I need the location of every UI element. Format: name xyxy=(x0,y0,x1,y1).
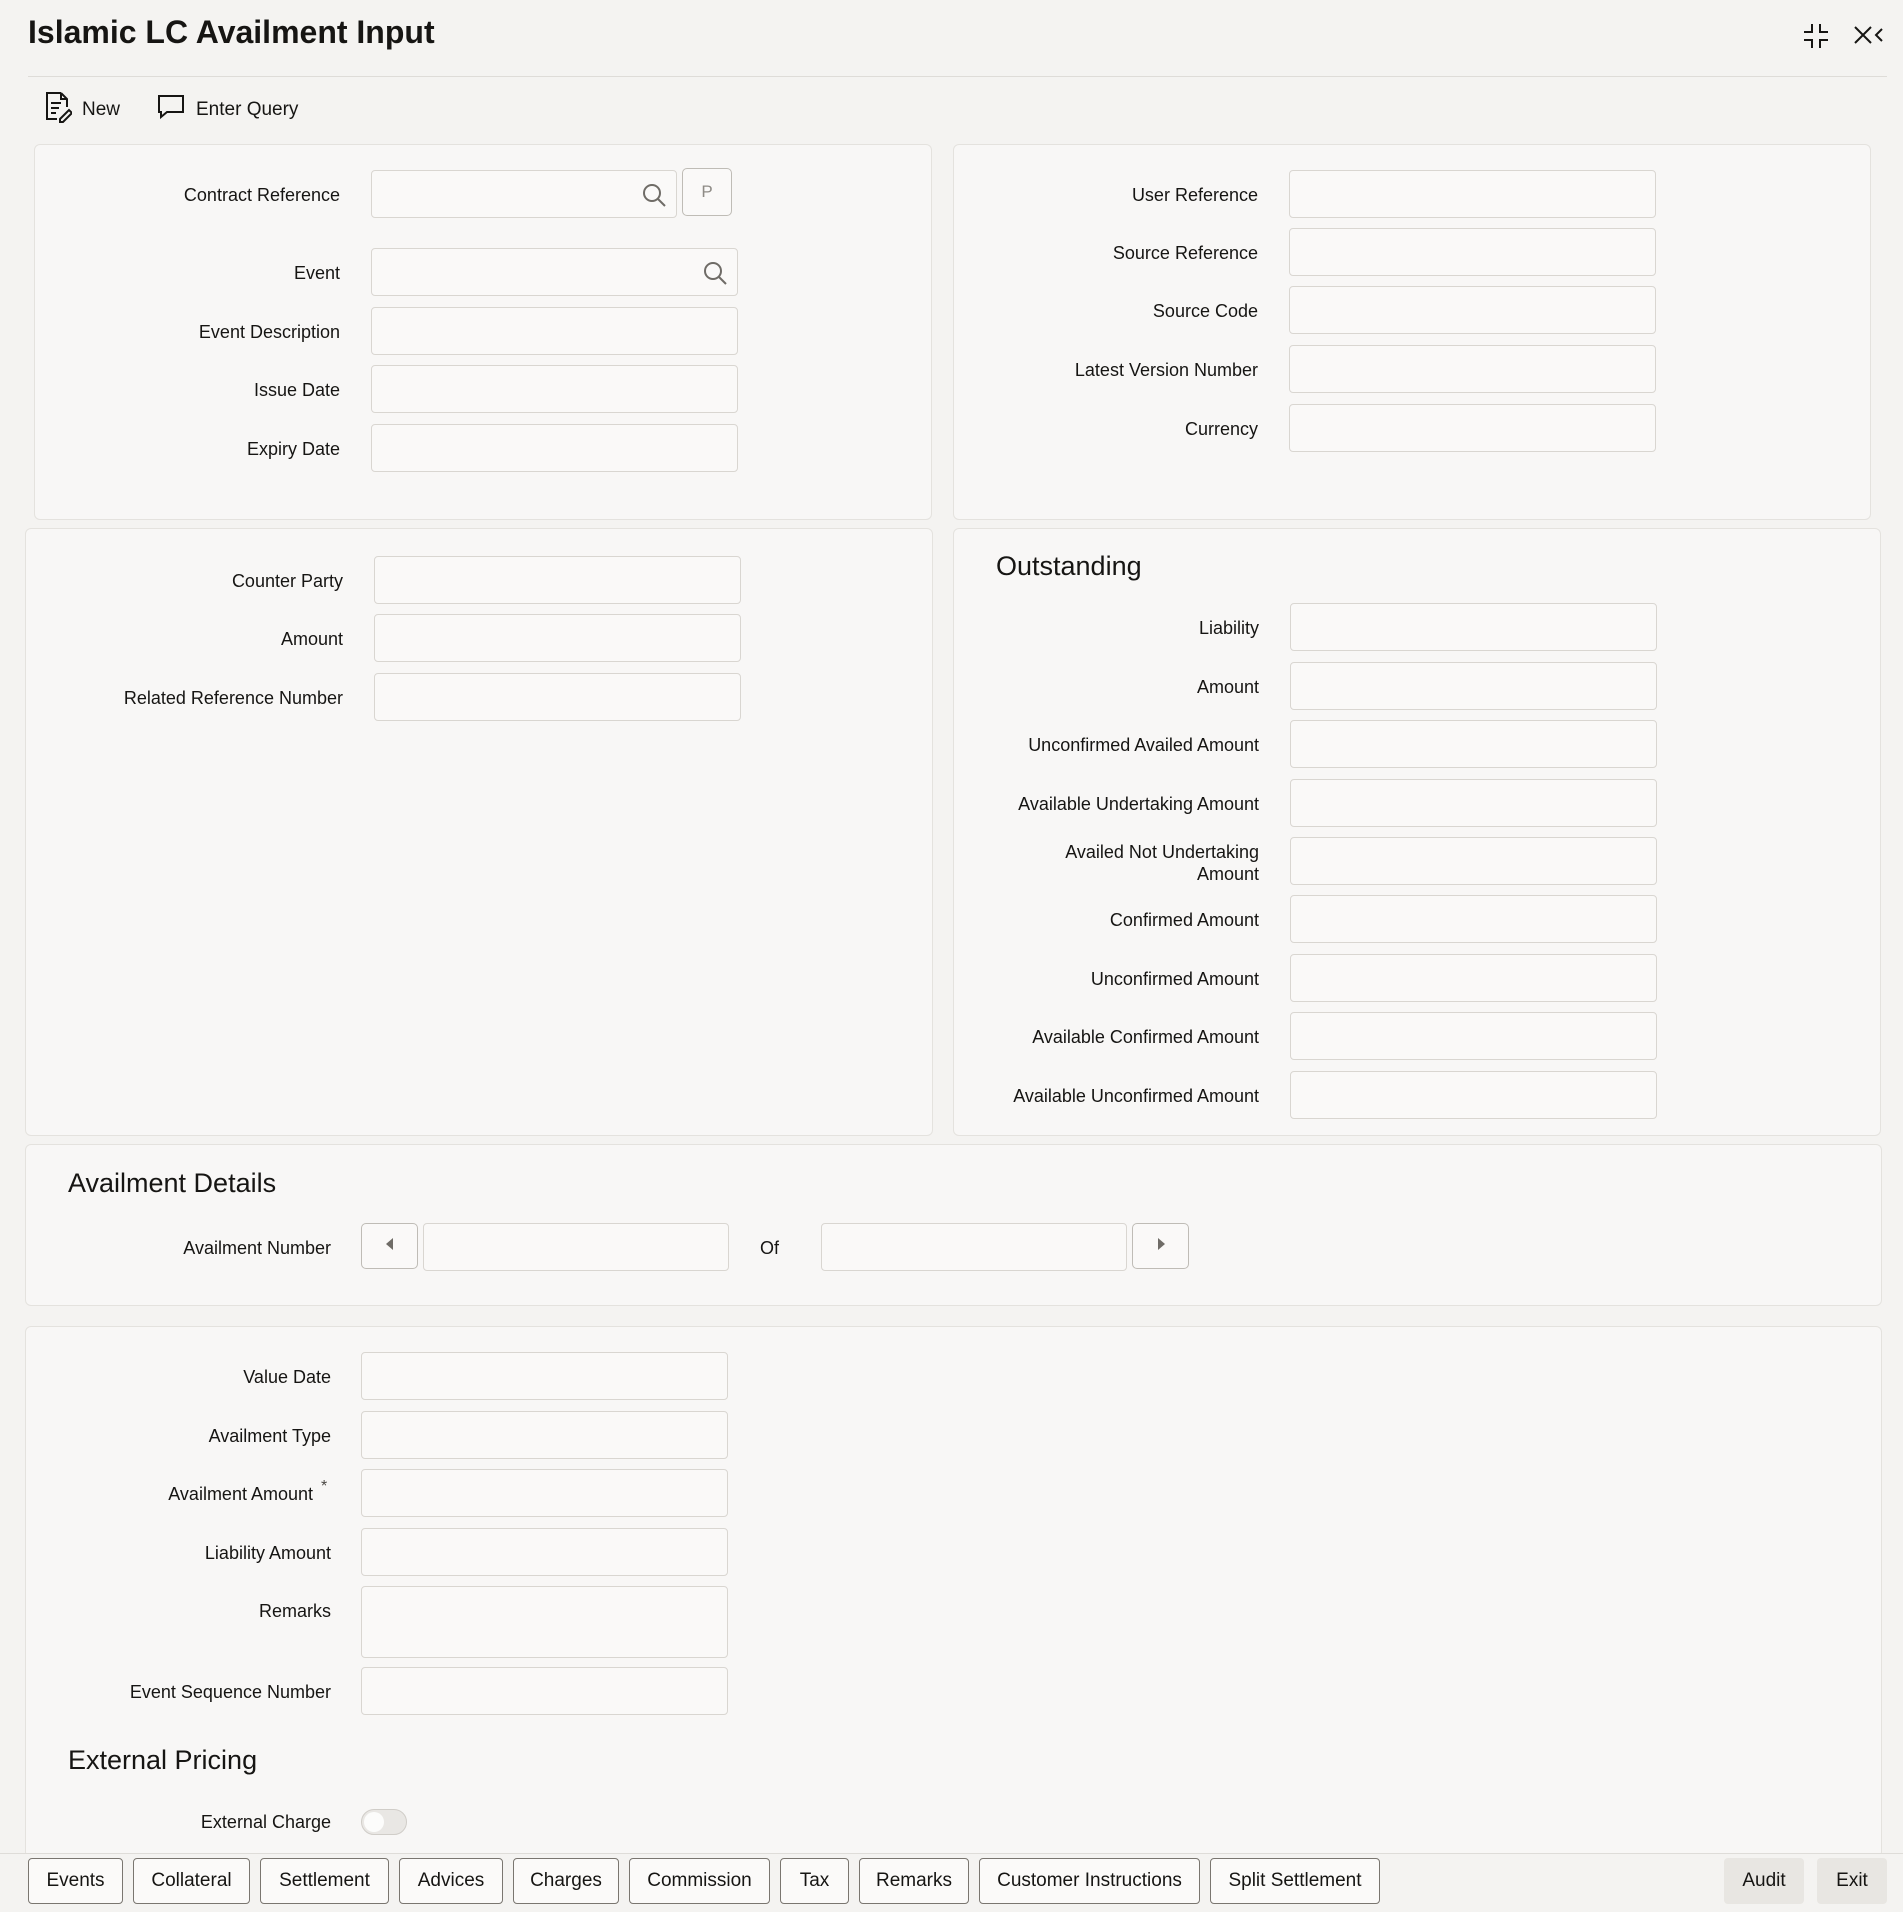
exit-button[interactable]: Exit xyxy=(1817,1858,1887,1904)
availed-not-undertaking-amount-input[interactable] xyxy=(1290,837,1657,885)
user-reference-input[interactable] xyxy=(1289,170,1656,218)
availment-details-title: Availment Details xyxy=(68,1168,277,1198)
confirmed-amount-input[interactable] xyxy=(1290,895,1657,943)
audit-button[interactable]: Audit xyxy=(1724,1858,1804,1904)
new-button[interactable] xyxy=(42,92,120,128)
caret-right-icon xyxy=(1155,1236,1167,1256)
value-date-label: Value Date xyxy=(243,1367,331,1387)
outstanding-amount-label: Amount xyxy=(1196,677,1259,697)
tax-tab-button[interactable]: Tax xyxy=(780,1858,849,1904)
amount-label: Amount xyxy=(280,629,343,649)
availment-amount-input[interactable] xyxy=(361,1469,728,1517)
event-description-input[interactable] xyxy=(371,307,738,355)
outstanding-title: Outstanding xyxy=(996,551,1142,581)
event-sequence-number-label: Event Sequence Number xyxy=(129,1682,331,1702)
latest-version-number-input[interactable] xyxy=(1289,345,1656,393)
new-document-icon xyxy=(42,91,72,129)
currency-input[interactable] xyxy=(1289,404,1656,452)
settlement-tab-button[interactable]: Settlement xyxy=(260,1858,389,1904)
expiry-date-label: Expiry Date xyxy=(246,439,340,459)
availment-number-input[interactable] xyxy=(423,1223,729,1271)
remarks-tab-button[interactable]: Remarks xyxy=(859,1858,969,1904)
customer-instructions-tab-button[interactable]: Customer Instructions xyxy=(979,1858,1200,1904)
external-charge-label: External Charge xyxy=(200,1812,331,1832)
availment-number-label: Availment Number xyxy=(183,1238,331,1258)
external-pricing-title: External Pricing xyxy=(68,1745,258,1775)
unconfirmed-availed-amount-input[interactable] xyxy=(1290,720,1657,768)
required-marker: * xyxy=(321,1478,328,1495)
source-reference-input[interactable] xyxy=(1289,228,1656,276)
event-label: Event xyxy=(293,263,340,283)
latest-version-number-label: Latest Version Number xyxy=(1074,360,1258,380)
expiry-date-input[interactable] xyxy=(371,424,738,472)
confirmed-amount-label: Confirmed Amount xyxy=(1109,910,1259,930)
counter-party-input[interactable] xyxy=(374,556,741,604)
enter-query-button[interactable] xyxy=(156,92,298,128)
available-undertaking-amount-label: Available Undertaking Amount xyxy=(1018,794,1259,814)
value-date-input[interactable] xyxy=(361,1352,728,1400)
available-unconfirmed-amount-input[interactable] xyxy=(1290,1071,1657,1119)
enter-query-label: Enter Query xyxy=(196,99,299,120)
available-confirmed-amount-label: Available Confirmed Amount xyxy=(1032,1027,1259,1047)
charges-tab-button[interactable]: Charges xyxy=(513,1858,619,1904)
related-reference-number-input[interactable] xyxy=(374,673,741,721)
minimize-icon[interactable] xyxy=(1798,18,1834,54)
p-button[interactable]: P xyxy=(682,168,732,216)
caret-left-icon xyxy=(384,1236,396,1256)
availment-type-input[interactable] xyxy=(361,1411,728,1459)
page-title: Islamic LC Availment Input xyxy=(28,14,435,50)
collateral-tab-button[interactable]: Collateral xyxy=(133,1858,250,1904)
contract-reference-input[interactable] xyxy=(371,170,677,218)
event-description-label: Event Description xyxy=(198,322,340,342)
related-reference-number-label: Related Reference Number xyxy=(123,688,343,708)
remarks-label: Remarks xyxy=(258,1601,331,1621)
comment-icon xyxy=(156,93,186,127)
of-label: Of xyxy=(760,1238,780,1258)
commission-tab-button[interactable]: Commission xyxy=(629,1858,770,1904)
external-charge-toggle[interactable] xyxy=(361,1809,407,1835)
events-tab-button[interactable]: Events xyxy=(28,1858,123,1904)
unconfirmed-availed-amount-label: Unconfirmed Availed Amount xyxy=(1028,735,1259,755)
amount-input[interactable] xyxy=(374,614,741,662)
liability-amount-input[interactable] xyxy=(361,1528,728,1576)
remarks-textarea[interactable] xyxy=(361,1586,728,1658)
user-reference-label: User Reference xyxy=(1131,185,1258,205)
liability-label: Liability xyxy=(1198,618,1259,638)
source-code-label: Source Code xyxy=(1152,301,1258,321)
title-divider xyxy=(28,76,1887,77)
contract-reference-label: Contract Reference xyxy=(183,185,340,205)
search-icon[interactable] xyxy=(701,259,729,292)
available-undertaking-amount-input[interactable] xyxy=(1290,779,1657,827)
close-icon[interactable] xyxy=(1850,18,1886,54)
availment-total-input[interactable] xyxy=(821,1223,1127,1271)
new-label: New xyxy=(82,99,121,120)
availment-type-label: Availment Type xyxy=(208,1426,331,1446)
availment-entry-panel xyxy=(25,1326,1882,1858)
next-availment-button[interactable] xyxy=(1132,1223,1189,1269)
outstanding-amount-input[interactable] xyxy=(1290,662,1657,710)
event-input[interactable] xyxy=(371,248,738,296)
issue-date-label: Issue Date xyxy=(253,380,340,400)
availment-amount-label: Availment Amount xyxy=(168,1484,313,1504)
available-unconfirmed-amount-label: Available Unconfirmed Amount xyxy=(1013,1086,1259,1106)
availed-not-undertaking-amount-label: Availed Not Undertaking Amount xyxy=(1065,842,1259,884)
unconfirmed-amount-input[interactable] xyxy=(1290,954,1657,1002)
liability-amount-label: Liability Amount xyxy=(204,1543,331,1563)
search-icon[interactable] xyxy=(640,181,668,214)
counter-party-label: Counter Party xyxy=(231,571,343,591)
source-code-input[interactable] xyxy=(1289,286,1656,334)
event-sequence-number-input[interactable] xyxy=(361,1667,728,1715)
source-reference-label: Source Reference xyxy=(1112,243,1258,263)
liability-input[interactable] xyxy=(1290,603,1657,651)
issue-date-input[interactable] xyxy=(371,365,738,413)
available-confirmed-amount-input[interactable] xyxy=(1290,1012,1657,1060)
unconfirmed-amount-label: Unconfirmed Amount xyxy=(1090,969,1259,989)
previous-availment-button[interactable] xyxy=(361,1223,418,1269)
advices-tab-button[interactable]: Advices xyxy=(399,1858,503,1904)
split-settlement-tab-button[interactable]: Split Settlement xyxy=(1210,1858,1380,1904)
currency-label: Currency xyxy=(1184,419,1258,439)
